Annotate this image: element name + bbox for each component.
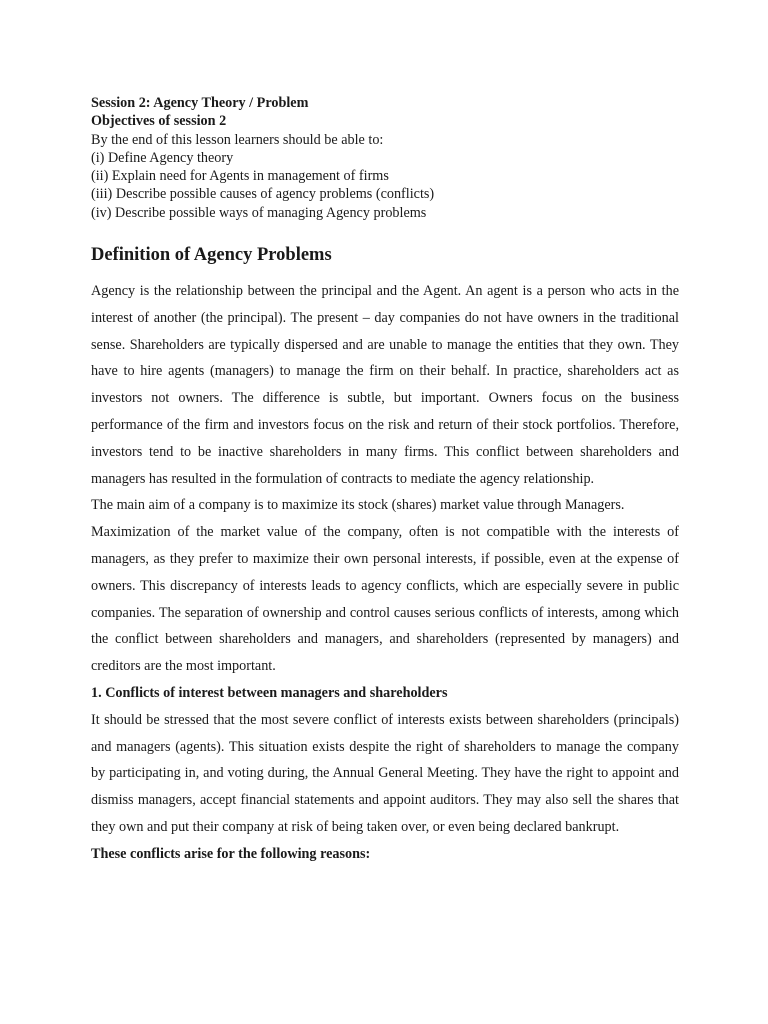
session-title: Session 2: Agency Theory / Problem	[91, 95, 309, 111]
paragraph: The main aim of a company is to maximize its stock (shares) market value through Managers.	[91, 497, 625, 514]
section-body	[91, 278, 679, 868]
subheading-conflicts: 1. Conflicts of interest between managers and shareholders	[91, 685, 448, 702]
paragraph: It should be stressed that the most severe conflict of interests exists between shareholders (principals) and managers (agents). This situation exists despite the right of shareholders to manage the company by participating in, and voting during, the Annual General Meeting. They have the right to appoint and dismiss managers, accept financial statements and appoint auditors. They may also sell the shares that they own and put their company at risk of being taken over, or even being declared bankrupt.	[91, 711, 679, 836]
objective-item: (i) Define Agency theory	[91, 149, 234, 166]
objective-item: (ii) Explain need for Agents in management of firms	[91, 168, 389, 185]
paragraph: Maximization of the market value of the company, often is not compatible with the interests of managers, as they prefer to maximize their own personal interests, if possible, even at the expense of owners. This discrepancy of interests leads to agency conflicts, which are especially severe in public companies. The separation of ownership and control causes serious conflicts of interests, among which the conflict between shareholders and managers, and shareholders (represented by managers) and creditors are the most important.	[91, 524, 679, 675]
objective-item: (iv) Describe possible ways of managing Agency problems	[91, 204, 427, 221]
objectives-title: Objectives of session 2	[91, 113, 227, 130]
objectives-lead: By the end of this lesson learners should be able to:	[91, 131, 384, 148]
paragraph: Agency is the relationship between the principal and the Agent. An agent is a person who acts in the interest of another (the principal). The present – day companies do not have owners in the traditional sense. Shareholders are typically dispersed and are unable to manage the entities that they own. They have to hire agents (managers) to manage the firm on their behalf. In practice, shareholders act as investors not owners. The difference is subtle, but important. Owners focus on the business performance of the firm and investors focus on the risk and return of their stock portfolios. Therefore, investors tend to be inactive shareholders in many firms. This conflict between shareholders and managers has resulted in the formulation of contracts to mediate the agency relationship.	[91, 283, 679, 487]
objective-item: (iii) Describe possible causes of agency problems (conflicts)	[91, 186, 435, 203]
section-heading: Definition of Agency Problems	[91, 245, 332, 266]
document-page	[91, 94, 679, 868]
subheading-reasons: These conflicts arise for the following reasons:	[91, 845, 371, 862]
intro-block	[91, 94, 679, 222]
